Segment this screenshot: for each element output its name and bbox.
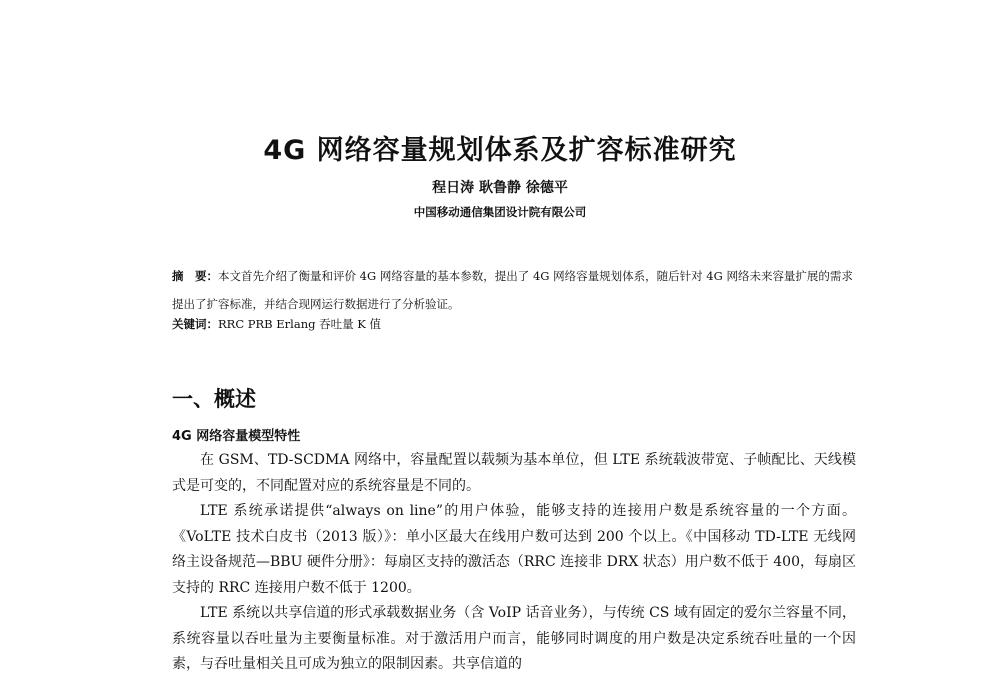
paper-title: 4G 网络容量规划体系及扩容标准研究 (263, 135, 737, 166)
abstract-text: 本文首先介绍了衡量和评价 4G 网络容量的基本参数，提出了 4G 网络容量规划体系，随后针对 4G 网络未来容量扩展的需求提出了扩容标准，并结合现网运行数据进行了分析验证。 (172, 269, 853, 311)
keywords-text: RRC PRB Erlang 吞吐量 K 值 (218, 317, 382, 331)
body-paragraph: LTE 系统以共享信道的形式承载数据业务（含 VoIP 话音业务），与传统 CS 域有固定的爱尔兰容量不同，系统容量以吞吐量为主要衡量标准。对于激活用户而言，能够同时调度的用户数是决定系统吞吐量的一个因素，与吞吐量相关且可成为独立的限制因素。共享信道的 (172, 605, 856, 672)
body-paragraph: 在 GSM、TD-SCDMA 网络中，容量配置以载频为基本单位，但 LTE 系统载波带宽、子帧配比、天线模式是可变的，不同配置对应的系统容量是不同的。 (172, 452, 856, 494)
abstract-label: 摘 要： (172, 269, 218, 283)
keywords (172, 312, 862, 336)
paper-affiliation: 中国移动通信集团设计院有限公司 (413, 205, 587, 219)
keywords-label: 关键词： (172, 317, 218, 331)
body-text (172, 448, 856, 678)
paper-authors: 程日涛 耿鲁静 徐德平 (432, 180, 568, 196)
subsection-heading: 4G 网络容量模型特性 (172, 429, 301, 444)
abstract (172, 262, 862, 318)
section-heading: 一、概述 (172, 387, 256, 411)
body-paragraph: LTE 系统承诺提供“always on line”的用户体验，能够支持的连接用户数是系统容量的一个方面。《VoLTE 技术白皮书（2013 版）》：单小区最大在线用户数可达到 200 个以上。《中国移动 TD-LTE 无线网络主设备规范—BBU 硬件分册》：每扇区支持的激活态（RRC 连接非 DRX 状态）用户数不低于 400，每扇区支持的 RRC 连接用户数不低于 1200。 (172, 503, 856, 596)
